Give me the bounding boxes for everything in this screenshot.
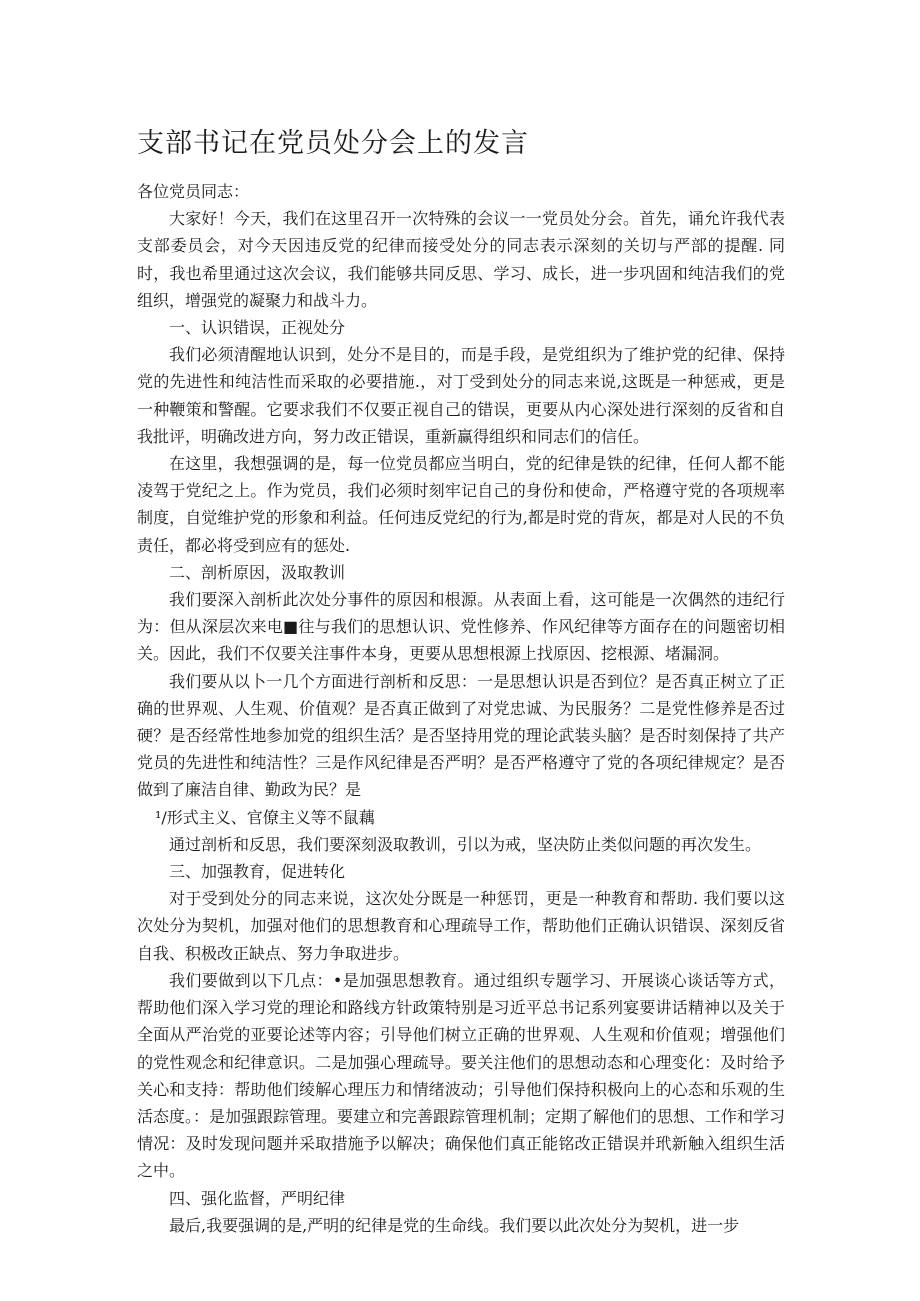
section-heading-2: 二、剖析原因，汲取教训 [169,562,346,582]
document-body [137,178,785,1239]
section-heading-1: 一、认识错误，正视处分 [169,318,346,338]
section-heading-4: 四、强化监督，严明纪律 [169,1188,346,1208]
document-title: 支部书记在党员处分会上的发言 [137,128,529,159]
paragraph-fragment: ¹/形式主义、官僚主义等不鼠藕 [155,807,375,827]
paragraph: 最后,我要强调的是,严明的纪律是党的生命线。我们要以此次处分为契机，进一步 [169,1215,740,1235]
paragraph: 我们要从以卜一几个方面进行剖析和反思：一是思想认识是否到位？是否真正树立了正确的世界观、人生观、价值观？是否真正做到了对党忠诚、为民服务？二是党性修养是否过硬？是否经常性地参加党的组织生活？是否坚持用党的理论武装头脑？是否时刻保持了共产党员的先进性和纯洁性？三是作风纪律是否严明？是否严格遵守了党的各项纪律规定？是否做到了廉洁自律、勤政为民？是 [137,671,785,800]
paragraph: 我们要深入剖析此次处分事件的原因和根源。从表面上看，这可能是一次偶然的违纪行为：但从深层次来电■往与我们的思想认识、党性修养、作风纪律等方面存在的问题密切相关。因此，我们不仅要关注事件本身，更要从思想根源上找原因、挖根源、堵漏洞。 [137,590,785,664]
paragraph-opening: 大家好！今天，我们在这里召开一次特殊的会议一一党员处分会。首先，诵允许我代表支部委员会，对今天因违反党的纪律而接受处分的同志表示深刻的关切与严部的提醒. 同时，我也希里通过这次会议，我们能够共同反思、学习、成长，进一步巩固和纯洁我们的党组织，增强党的凝聚力和战斗力。 [137,209,785,310]
section-heading-3: 三、加强教育，促进转化 [169,862,346,882]
paragraph: 在这里，我想强调的是，每一位党员都应当明白，党的纪律是铁的纪律，任何人都不能凌驾于党纪之上。作为党员，我们必须时刻牢记自己的身份和使命，严格遵守党的各项规率制度，自觉维护党的形象和利益。任何违反党纪的行为,都是时党的背灰，都是对人民的不负责任，都必将受到应有的惩处. [137,454,785,555]
paragraph: 通过剖析和反思，我们要深刻汲取教训，引以为戒，坚决防止类似问题的再次发生。 [169,834,762,854]
paragraph: 对于受到处分的同志来说，这次处分既是一种惩罚，更是一种教育和帮助. 我们要以这次处分为契机，加强对他们的思想教育和心理疏导工作，帮助他们正确认识错误、深刻反省自我、积极改正缺点、努力争取进步。 [137,889,785,963]
paragraph: 我们要做到以下几点：•是加强思想教育。通过组织专题学习、开展谈心谈话等方式，帮助他们深入学习党的理论和路线方针政策特别是习近平总书记系列宴要讲话精神以及关于全面从严治党的亚要论述等内容；引导他们树立正确的世界观、人生观和价值观；增强他们的党性观念和纪律意识。二是加强心理疏导。要关注他们的思想动态和心理变化：及时给予关心和支持：帮助他们绫解心理压力和情绪波动；引导他们保持积极向上的心态和乐观的生活态度。：是加强跟踪管理。要建立和完善跟踪管理机制；定期了解他们的思想、工作和学习情况：及时发现问题并采取措施予以解决；确保他们真正能铭改正错误并玳新触入组织生活之中。 [137,970,786,1181]
salutation: 各位党员同志： [137,182,250,201]
paragraph: 我们必须清醒地认识到，处分不是目的，而是手段，是党组织为了维护党的纪律、保持党的先进性和纯洁性而采取的必要措施.，对丁受到处分的同志来说,这既是一种惩戒，更是一种鞭策和警醒。它要求我们不仅要正视自己的错误，更要从内心深处进行深刻的反省和自我批评，明确改进方向，努力改正错误，重新赢得组织和同志们的信任。 [137,345,785,446]
